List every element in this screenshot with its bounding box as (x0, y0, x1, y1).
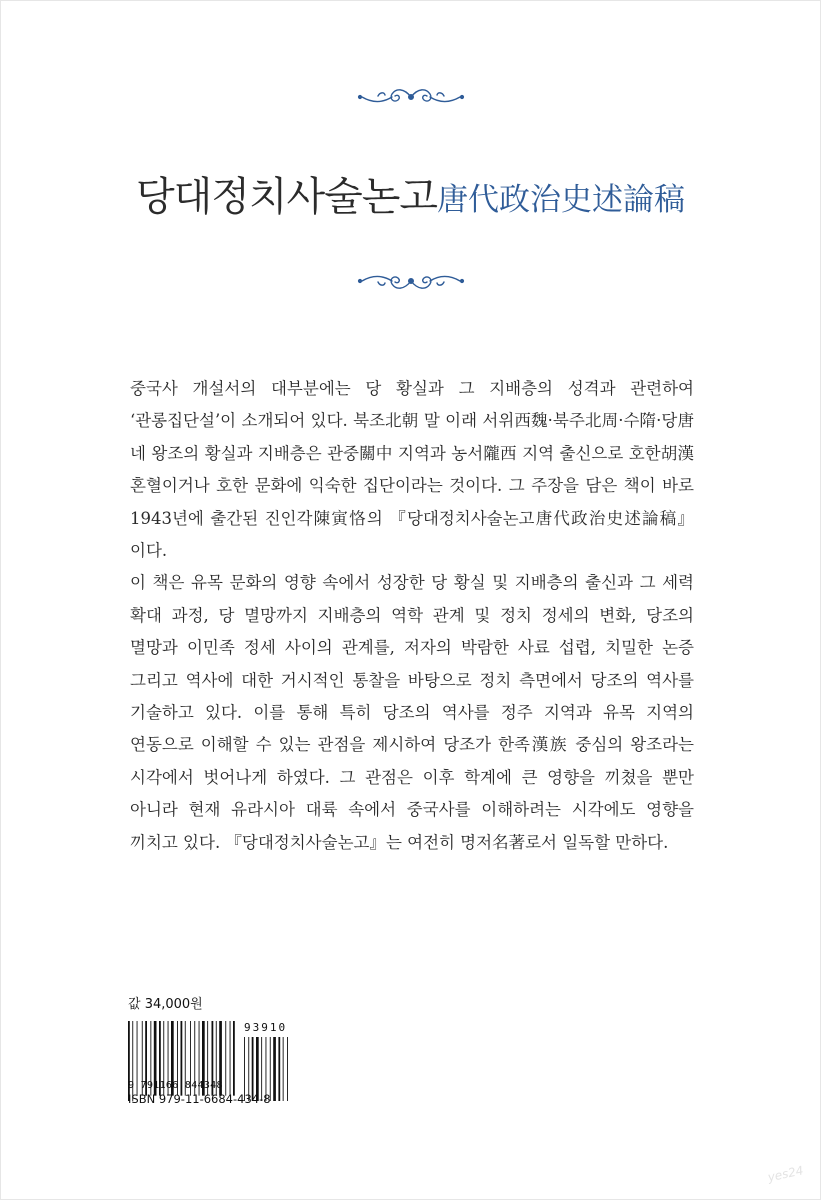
barcode-bar (225, 1021, 226, 1096)
barcode-addon-bar (283, 1037, 284, 1101)
barcode-addon-bar (278, 1037, 280, 1101)
barcode-bar (233, 1021, 235, 1096)
description-text (130, 373, 694, 859)
barcode-addon-bar (287, 1037, 288, 1101)
price-label: 값 34,000원 (128, 997, 203, 1012)
barcode-addon-number: 93910 (244, 1021, 288, 1034)
description-paragraph-1: 중국사 개설서의 대부분에는 당 황실과 그 지배층의 성격과 관련하여 ‘관롱집단설’이 소개되어 있다. 북조北朝 말 이래 서위西魏·북주北周·수隋·당唐 네 왕조의 황실과 지배층은 관중關中 지역과 농서隴西 지역 출신으로 호한胡漢 혼혈이거나 호한 문화에 익숙한 집단이라는 것이다. 그 주장을 담은 책이 바로 1943년에 출간된 진인각陳寅恪의 『당대정치사술논고唐代政治史述論稿』이다. (130, 379, 694, 561)
bottom-ornament-icon (356, 268, 466, 294)
barcode-number: 9 791166 844348 (128, 1080, 223, 1091)
watermark-logo: yes24 (766, 1163, 805, 1185)
title-hanja: 唐代政治史述論稿 (437, 182, 686, 218)
top-ornament-icon (356, 84, 466, 110)
title-korean: 당대정치사술논고 (135, 174, 438, 220)
description-paragraph-2: 이 책은 유목 문화의 영향 속에서 성장한 당 황실 및 지배층의 출신과 그 세력 확대 과정, 당 멸망까지 지배층의 역학 관계 및 정치 정세의 변화, 당조의 멸망과 이민족 정세 사이의 관계를, 저자의 박람한 사료 섭렵, 치밀한 논증 그리고 역사에 대한 거시적인 통찰을 바탕으로 정치 측면에서 당조의 역사를 기술하고 있다. 이를 통해 특히 당조의 역사를 정주 지역과 유목 지역의 연동으로 이해할 수 있는 관점을 제시하여 당조가 한족漢族 중심의 왕조라는 시각에서 벗어나게 하였다. 그 관점은 이후 학계에 큰 영향을 끼쳤을 뿐만 아니라 현재 유라시아 대륙 속에서 중국사를 이해하려는 시각에도 영향을 끼치고 있다. 『당대정치사술논고』는 여전히 명저名著로서 일독할 만하다. (130, 573, 694, 852)
barcode-bar (230, 1021, 231, 1096)
barcode-addon-bar (273, 1037, 276, 1101)
isbn-label: ISBN 979-11-6684-434-8 (128, 1092, 271, 1106)
book-title (0, 165, 821, 222)
